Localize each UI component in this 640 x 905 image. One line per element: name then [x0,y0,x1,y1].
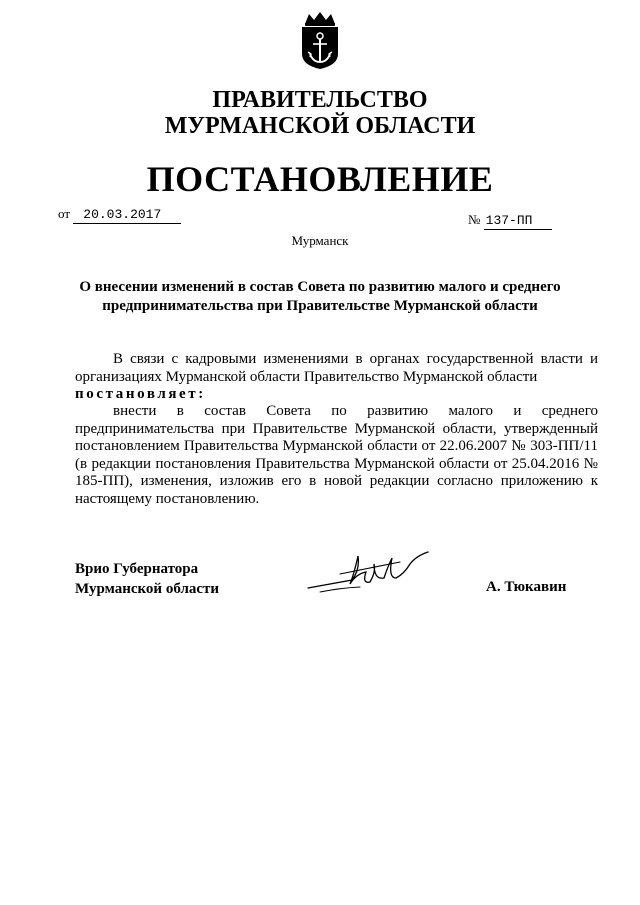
number-value: 137-ПП [484,213,552,230]
signatory-name: А. Тюкавин [486,579,567,595]
handwritten-signature-icon [300,544,440,604]
number-prefix: № [468,212,481,227]
resolves-word: постановляет: [75,386,206,402]
coat-of-arms-icon [297,10,343,70]
document-type-title: ПОСТАНОВЛЕНИЕ [146,159,494,199]
signatory-position [75,559,219,599]
signatory-position-line2: Мурманской области [75,581,220,597]
date-value: 20.03.2017 [73,207,181,224]
signatory-position-line1: Врио Губернатора [75,561,199,577]
document-subject: О внесении изменений в состав Совета по развитию малого и среднего предпринимательства при Правительстве Мурманской области [79,279,561,314]
government-title-line2: МУРМАНСКОЙ ОБЛАСТИ [164,113,476,139]
city-name: Мурманск [291,233,349,248]
document-date [58,206,181,224]
body-paragraph-1: В связи с кадровыми изменениями в органах государственной власти и организациях Мурманской области Правительство Мурманской области [75,351,598,385]
government-title-line1: ПРАВИТЕЛЬСТВО [212,87,428,113]
body-paragraph-2: внести в состав Совета по развитию малого и среднего предпринимательства при Правительстве Мурманской области, утвержденный постановлением Правительства Мурманской области от 22.06.2007 № 303-ПП/11 (в редакции постановления Правительства Мурманской области от 25.04.2016 № 185-ПП), изменения, изложив его в новой редакции согласно приложению к настоящему постановлению. [75,403,598,507]
date-prefix: от [58,206,71,221]
document-number [468,212,552,230]
